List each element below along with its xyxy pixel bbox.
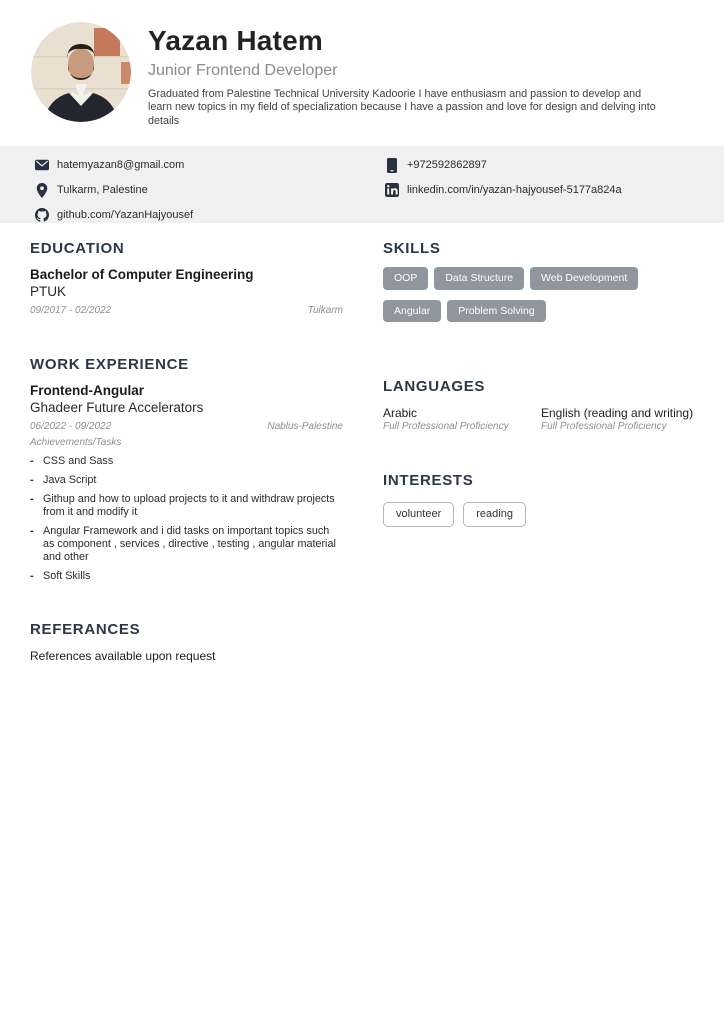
education-degree: Bachelor of Computer Engineering [30, 267, 254, 282]
education-location: Tulkarm [307, 305, 343, 316]
contact-location [35, 181, 193, 199]
education-section [30, 240, 343, 316]
task-item [30, 525, 343, 564]
tasks-label: Achievements/Tasks [30, 437, 122, 448]
contact-phone [385, 156, 622, 174]
language-item [541, 406, 699, 432]
work-role: Frontend-Angular [30, 383, 144, 398]
task-item [30, 474, 343, 487]
task-text: Soft Skills [43, 570, 91, 582]
contact-linkedin-text: linkedin.com/in/yazan-hajyousef-5177a824a [407, 184, 622, 196]
interests-heading: INTERESTS [383, 472, 474, 489]
references-heading: REFERANCES [30, 621, 141, 638]
task-item [30, 455, 343, 468]
skills-pills [383, 267, 699, 332]
education-dates: 09/2017 - 02/2022 [30, 305, 112, 316]
contact-email-text: hatemyazan8@gmail.com [57, 159, 185, 171]
contact-github[interactable] [35, 206, 193, 224]
candidate-name: Yazan Hatem [148, 25, 323, 56]
bullet-dash: - [30, 570, 34, 582]
github-icon [35, 208, 49, 222]
contact-band [0, 146, 724, 223]
work-location: Nablus-Palestine [267, 421, 343, 432]
bullet-dash: - [30, 493, 34, 505]
location-pin-icon [35, 183, 49, 197]
education-meta [30, 305, 343, 316]
task-text: CSS and Sass [43, 455, 114, 467]
language-item [383, 406, 541, 432]
profile-summary: Graduated from Palestine Technical University Kadoorie I have enthusiasm and passion to develop and learn new topics in my field of specialization because I have a passion and love for design and delving into details [148, 87, 656, 127]
avatar [31, 22, 131, 122]
work-meta [30, 421, 343, 432]
languages-grid [383, 406, 699, 432]
linkedin-icon [385, 183, 399, 197]
task-item [30, 570, 343, 583]
language-level: Full Professional Proficiency [383, 421, 509, 432]
work-experience-section [30, 356, 343, 583]
education-heading: EDUCATION [30, 240, 125, 257]
task-item [30, 493, 343, 519]
task-text: Githup and how to upload projects to it and withdraw projects from it and modify it [43, 493, 335, 518]
email-icon [35, 158, 49, 172]
work-company: Ghadeer Future Accelerators [30, 400, 204, 415]
profile-photo [31, 22, 131, 122]
interests-pills [383, 499, 699, 527]
bullet-dash: - [30, 525, 34, 537]
skill-pill: Web Development [530, 267, 638, 290]
language-level: Full Professional Proficiency [541, 421, 667, 432]
contact-email[interactable] [35, 156, 193, 174]
work-heading: WORK EXPERIENCE [30, 356, 189, 373]
contact-column-right [385, 156, 622, 206]
contact-column-left [35, 156, 193, 231]
contact-linkedin[interactable] [385, 181, 622, 199]
contact-phone-text: +972592862897 [407, 159, 487, 171]
work-dates: 06/2022 - 09/2022 [30, 421, 112, 432]
skill-pill: OOP [383, 267, 428, 290]
references-text: References available upon request [30, 649, 216, 663]
bullet-dash: - [30, 455, 34, 467]
header-text [148, 26, 673, 128]
references-section [30, 621, 343, 663]
job-title: Junior Frontend Developer [148, 61, 338, 79]
bullet-dash: - [30, 474, 34, 486]
language-name: English (reading and writing) [541, 406, 694, 420]
interest-pill: reading [463, 502, 526, 527]
interests-section [383, 472, 699, 527]
interest-pill: volunteer [383, 502, 454, 527]
right-column [383, 240, 699, 527]
skill-pill: Data Structure [434, 267, 524, 290]
contact-location-text: Tulkarm, Palestine [57, 184, 148, 196]
skills-heading: SKILLS [383, 240, 441, 257]
task-text: Java Script [43, 474, 97, 486]
phone-icon [385, 158, 399, 172]
languages-heading: LANGUAGES [383, 378, 486, 395]
language-name: Arabic [383, 406, 418, 420]
task-list [30, 455, 343, 583]
skill-pill: Problem Solving [447, 300, 545, 323]
task-text: Angular Framework and i did tasks on important topics such as component , services , directive , testing , angular material and other [43, 525, 336, 563]
left-column [30, 240, 343, 663]
education-school: PTUK [30, 284, 67, 299]
skill-pill: Angular [383, 300, 441, 323]
skills-section [383, 240, 699, 332]
contact-github-text: github.com/YazanHajyousef [57, 209, 194, 221]
languages-section [383, 378, 699, 432]
